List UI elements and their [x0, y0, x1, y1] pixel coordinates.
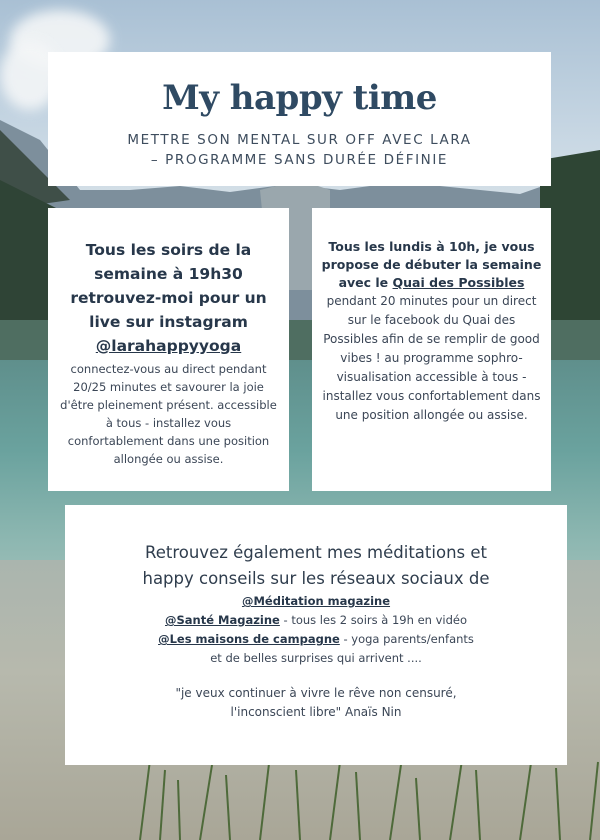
subtitle: [48, 130, 551, 170]
instagram-card: [48, 208, 289, 491]
page-title: My happy time: [162, 78, 437, 118]
social-intro: Retrouvez également mes méditations et happy conseils sur les réseaux sociaux de: [142, 543, 490, 588]
facebook-card-heading: [320, 238, 543, 292]
subtitle-line-1: METTRE SON MENTAL SUR OFF AVEC LARA: [127, 132, 472, 148]
social-card: [65, 505, 567, 765]
title-card: [48, 52, 551, 186]
quote: "je veux continuer à vivre le rêve non censuré, l'inconscient libre" Anaïs Nin: [175, 686, 457, 719]
meditation-magazine-link[interactable]: @Méditation magazine: [241, 594, 391, 608]
facebook-card-heading-text: Tous les lundis à 10h, je vous propose de débuter la semaine avec le: [321, 239, 542, 290]
facebook-card-body: pendant 20 minutes pour un direct sur le facebook du Quai des Possibles afin de se remplir de good vibes ! au programme sophro-visualisation accessible à tous - installez vous confortablement dans une position allongée ou assise.: [322, 294, 541, 422]
maisons-de-campagne-link[interactable]: @Les maisons de campagne: [158, 632, 340, 646]
facebook-card: [312, 208, 551, 491]
social-item-3: [65, 630, 567, 649]
social-item-2: [65, 611, 567, 630]
social-item-2-text: - tous les 2 soirs à 19h en vidéo: [279, 613, 467, 627]
sante-magazine-link[interactable]: @Santé Magazine: [165, 613, 280, 627]
quai-des-possibles-link[interactable]: Quai des Possibles: [392, 275, 525, 290]
social-item-1: [65, 592, 567, 611]
social-item-3-text: - yoga parents/enfants: [339, 632, 474, 646]
instagram-card-heading: Tous les soirs de la semaine à 19h30 retrouvez-moi pour un live sur instagram: [70, 241, 267, 331]
subtitle-line-2: – PROGRAMME SANS DURÉE DÉFINIE: [150, 152, 449, 168]
social-item-3-continued: et de belles surprises qui arrivent ....: [210, 651, 422, 665]
instagram-card-body: connectez-vous au direct pendant 20/25 minutes et savourer la joie d'être pleinement présent. accessible à tous - installez vous confortablement dans une position allongée ou assise.: [60, 362, 277, 466]
instagram-handle-link[interactable]: @larahappyyoga: [95, 337, 242, 355]
